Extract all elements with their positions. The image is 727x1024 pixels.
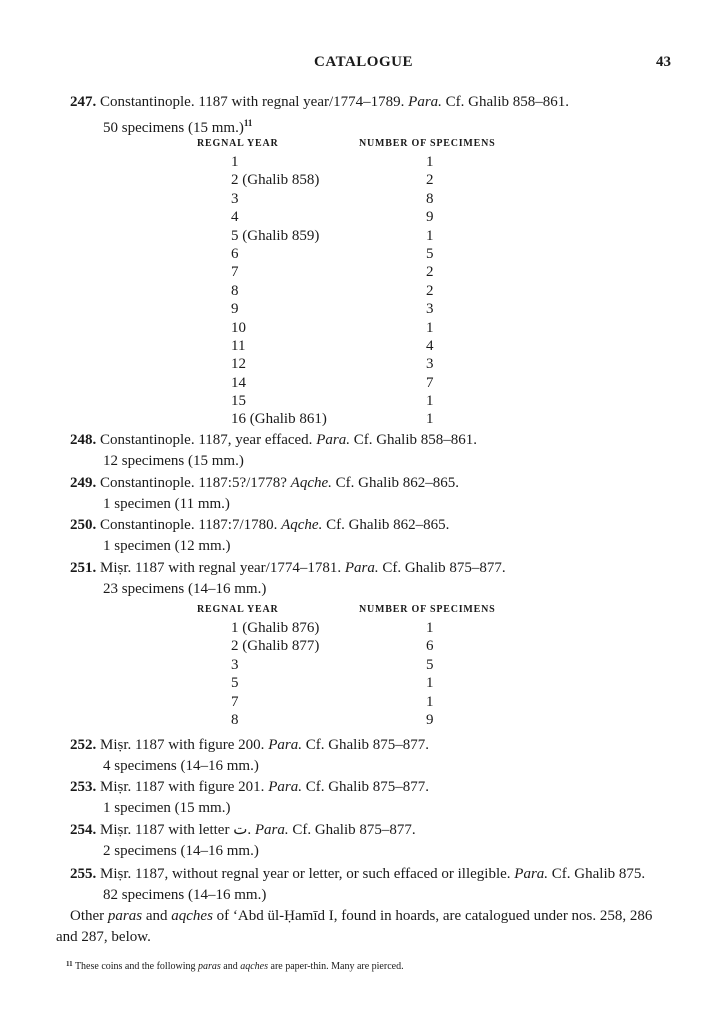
- entry-denomination: Para.: [316, 432, 350, 448]
- entry-denomination: Para.: [268, 737, 302, 753]
- entry-specimens: 2 specimens (14–16 mm.): [103, 843, 259, 859]
- table-row: [197, 619, 537, 637]
- specimen-count-cell: 9: [426, 209, 434, 226]
- entry-247: [70, 92, 680, 139]
- table-row: [197, 374, 537, 392]
- regnal-year-cell: 16 (Ghalib 861): [231, 411, 327, 428]
- entry-number: 255.: [70, 866, 97, 882]
- table-row: [197, 711, 537, 729]
- entry-number: 250.: [70, 517, 97, 533]
- footnote-number: 11: [66, 960, 73, 968]
- regnal-year-cell: 5 (Ghalib 859): [231, 227, 320, 244]
- regnal-year-cell: 6: [231, 245, 239, 262]
- entry-254: [70, 820, 680, 862]
- entry-specimens: 23 specimens (14–16 mm.): [103, 581, 267, 597]
- specimen-count-cell: 8: [426, 190, 434, 207]
- entry-251: [70, 558, 680, 600]
- regnal-year-cell: 8: [231, 711, 239, 728]
- entry-number: 251.: [70, 560, 97, 576]
- entry-253: [70, 777, 680, 819]
- entry-text: Miṣr. 1187 with figure 200.: [96, 737, 269, 753]
- specimen-count-cell: 1: [426, 620, 434, 636]
- regnal-year-cell: 7: [231, 264, 239, 281]
- table-row: [197, 319, 537, 337]
- footnote-marker: 11: [243, 118, 253, 128]
- table-header: [197, 135, 537, 153]
- entry-text: Miṣr. 1187, without regnal year or letter, or such effaced or illegible.: [96, 866, 515, 882]
- regnal-year-cell: 5: [231, 675, 239, 692]
- regnal-year-cell: 4: [231, 209, 239, 226]
- specimen-count-cell: 6: [426, 638, 434, 655]
- entry-text: Miṣr. 1187 with figure 201.: [96, 779, 269, 795]
- column-header-specimens: NUMBER OF SPECIMENS: [359, 604, 496, 615]
- table-row: [197, 263, 537, 281]
- page-number: 43: [656, 54, 671, 70]
- table-header: [197, 601, 537, 619]
- regnal-year-cell: 15: [231, 393, 246, 410]
- entry-number: 249.: [70, 475, 97, 491]
- specimen-count-cell: 1: [426, 675, 434, 692]
- regnal-year-cell: 11: [231, 337, 246, 354]
- table-row: [197, 300, 537, 318]
- entry-number: 248.: [70, 432, 97, 448]
- running-header: CATALOGUE: [314, 54, 413, 70]
- table-row: [197, 171, 537, 189]
- entry-denomination: Para.: [344, 560, 379, 576]
- entry-reference: Cf. Ghalib 858–861.: [441, 94, 569, 110]
- entry-denomination: Para.: [514, 866, 549, 882]
- column-header-specimens: NUMBER OF SPECIMENS: [359, 138, 496, 149]
- table-row: [197, 656, 537, 674]
- entry-249: [70, 473, 680, 515]
- entry-reference: Cf. Ghalib 875–877.: [301, 779, 430, 795]
- entry-reference: Cf. Ghalib 875–877.: [378, 560, 506, 576]
- specimen-count-cell: 2: [426, 172, 434, 189]
- table-row: [197, 208, 537, 226]
- column-header-regnal-year: REGNAL YEAR: [197, 138, 279, 149]
- regnal-year-cell: 2 (Ghalib 877): [231, 638, 320, 655]
- entry-specimens: 4 specimens (14–16 mm.): [103, 758, 259, 774]
- entry-reference: Cf. Ghalib 862–865.: [322, 517, 450, 533]
- table-row: [197, 337, 537, 355]
- specimen-count-cell: 1: [426, 319, 434, 336]
- table-row: [197, 410, 537, 428]
- entry-number: 252.: [70, 737, 97, 753]
- regnal-year-table-247: [197, 135, 537, 429]
- table-row: [197, 245, 537, 263]
- table-row: [197, 190, 537, 208]
- specimen-count-cell: 1: [426, 227, 434, 244]
- table-row: [197, 153, 537, 171]
- specimen-count-cell: 1: [426, 693, 434, 710]
- table-row: [197, 355, 537, 373]
- entry-text: Constantinople. 1187, year effaced.: [96, 432, 317, 448]
- specimen-count-cell: 3: [426, 356, 434, 373]
- specimen-count-cell: 1: [426, 154, 434, 170]
- regnal-year-cell: 3: [231, 656, 239, 673]
- regnal-year-table-251: [197, 601, 537, 729]
- regnal-year-cell: 7: [231, 693, 239, 710]
- footnote: $^{11}$ These coins and the following paras and aqches are paper-thin. Many are pierced.: [66, 960, 404, 972]
- entry-number: 253.: [70, 779, 97, 795]
- regnal-year-cell: 3: [231, 190, 239, 207]
- entry-text: Constantinople. 1187:5?/1778?: [96, 475, 291, 491]
- regnal-year-cell: 10: [231, 319, 246, 336]
- entry-specimens: 50 specimens (15 mm.): [103, 120, 244, 136]
- table-row: [197, 282, 537, 300]
- specimen-count-cell: 5: [426, 245, 434, 262]
- specimen-count-cell: 3: [426, 301, 434, 318]
- specimen-count-cell: 2: [426, 264, 434, 281]
- entry-denomination: Para.: [268, 779, 302, 795]
- specimen-count-cell: 1: [426, 411, 434, 428]
- entry-reference: Cf. Ghalib 858–861.: [349, 432, 478, 448]
- entry-denomination: Para.: [254, 822, 289, 838]
- specimen-count-cell: 9: [426, 711, 434, 728]
- regnal-year-cell: 1: [231, 154, 239, 170]
- entry-250: [70, 515, 680, 557]
- entry-specimens: 12 specimens (15 mm.): [103, 453, 244, 469]
- entry-252: [70, 735, 680, 777]
- table-row: [197, 637, 537, 655]
- closing-paragraph: Other paras and aqches of ‘Abd ül-Ḥamīd I, found in hoards, are catalogued under nos. 258, 286 and 287, below.: [56, 908, 653, 945]
- entry-255: [70, 864, 680, 906]
- specimen-count-cell: 7: [426, 374, 434, 391]
- regnal-year-cell: 1 (Ghalib 876): [231, 620, 320, 636]
- entry-reference: Cf. Ghalib 862–865.: [331, 475, 459, 491]
- entry-denomination: Para.: [408, 94, 442, 110]
- entry-text: Miṣr. 1187 with regnal year/1774–1781.: [96, 560, 345, 576]
- entry-specimens: 1 specimen (11 mm.): [103, 496, 230, 512]
- entry-text: Constantinople. 1187 with regnal year/1774–1789.: [96, 94, 409, 110]
- entry-number: 247.: [70, 94, 97, 110]
- entry-reference: Cf. Ghalib 875–877.: [301, 737, 430, 753]
- entry-reference: Cf. Ghalib 875.: [548, 866, 646, 882]
- entry-248: [70, 430, 680, 472]
- entry-specimens: 1 specimen (12 mm.): [103, 538, 231, 554]
- specimen-count-cell: 5: [426, 656, 434, 673]
- table-row: [197, 693, 537, 711]
- entry-text: Miṣr. 1187 with letter ت.: [96, 822, 255, 838]
- table-row: [197, 227, 537, 245]
- specimen-count-cell: 4: [426, 337, 434, 354]
- specimen-count-cell: 1: [426, 393, 434, 410]
- regnal-year-cell: 8: [231, 282, 239, 299]
- table-row: [197, 392, 537, 410]
- entry-denomination: Aqche.: [281, 517, 323, 533]
- regnal-year-cell: 14: [231, 374, 246, 391]
- entry-text: Constantinople. 1187:7/1780.: [96, 517, 282, 533]
- regnal-year-cell: 9: [231, 301, 239, 318]
- entry-specimens: 1 specimen (15 mm.): [103, 800, 231, 816]
- regnal-year-cell: 2 (Ghalib 858): [231, 172, 320, 189]
- entry-reference: Cf. Ghalib 875–877.: [288, 822, 416, 838]
- regnal-year-cell: 12: [231, 356, 246, 373]
- table-row: [197, 674, 537, 692]
- specimen-count-cell: 2: [426, 282, 434, 299]
- entry-number: 254.: [70, 822, 97, 838]
- column-header-regnal-year: REGNAL YEAR: [197, 604, 279, 615]
- entry-specimens: 82 specimens (14–16 mm.): [103, 887, 267, 903]
- entry-denomination: Aqche.: [290, 475, 332, 491]
